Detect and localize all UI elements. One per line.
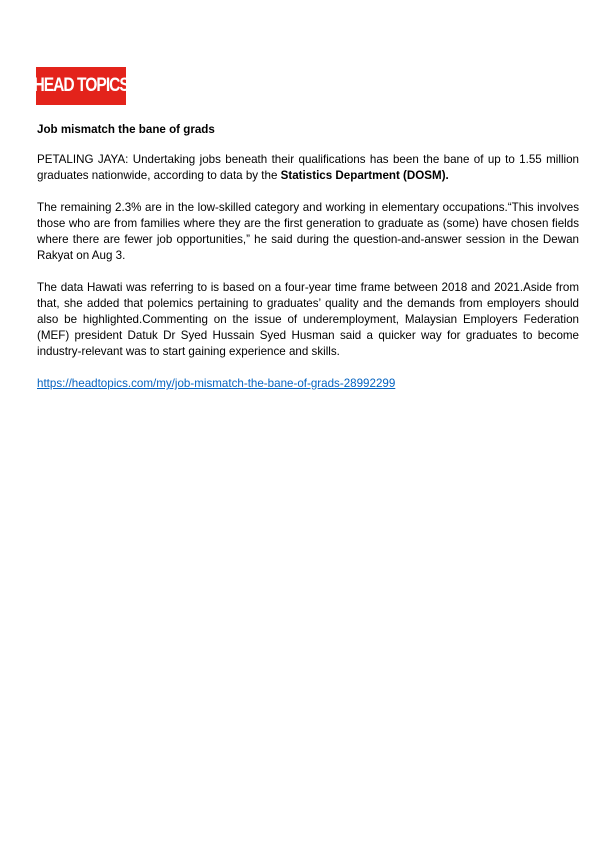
article-paragraph-1 [37, 152, 579, 184]
article-paragraph-2: The remaining 2.3% are in the low-skilled category and working in elementary occupations.“This involves those who are from families where they are the first generation to graduate as (some) have chosen fields where there are fewer job opportunities,” he said during the question-and-answer session in the Dewan Rakyat on Aug 3. [37, 201, 579, 262]
logo-text: HEAD TOPICS [33, 75, 129, 96]
paragraph-1-bold-source: Statistics Department (DOSM). [280, 169, 449, 182]
article-paragraph-3: The data Hawati was referring to is based on a four-year time frame between 2018 and 2021.Aside from that, she added that polemics pertaining to graduates’ quality and the demands from employers should also be highlighted.Commenting on the issue of underemployment, Malaysian Employers Federation (MEF) president Datuk Dr Syed Hussain Syed Husman said a quicker way for graduates to become industry-relevant was to start gaining experience and skills. [37, 281, 579, 358]
head-topics-logo [33, 67, 129, 105]
source-link[interactable]: https://headtopics.com/my/job-mismatch-the-bane-of-grads-28992299 [37, 377, 396, 390]
article [37, 122, 579, 392]
paragraph-1-text: PETALING JAYA: Undertaking jobs beneath their qualifications has been the bane of up to 1.55 million graduates nationwide, according to data by the [37, 153, 579, 182]
article-title: Job mismatch the bane of grads [37, 123, 215, 136]
